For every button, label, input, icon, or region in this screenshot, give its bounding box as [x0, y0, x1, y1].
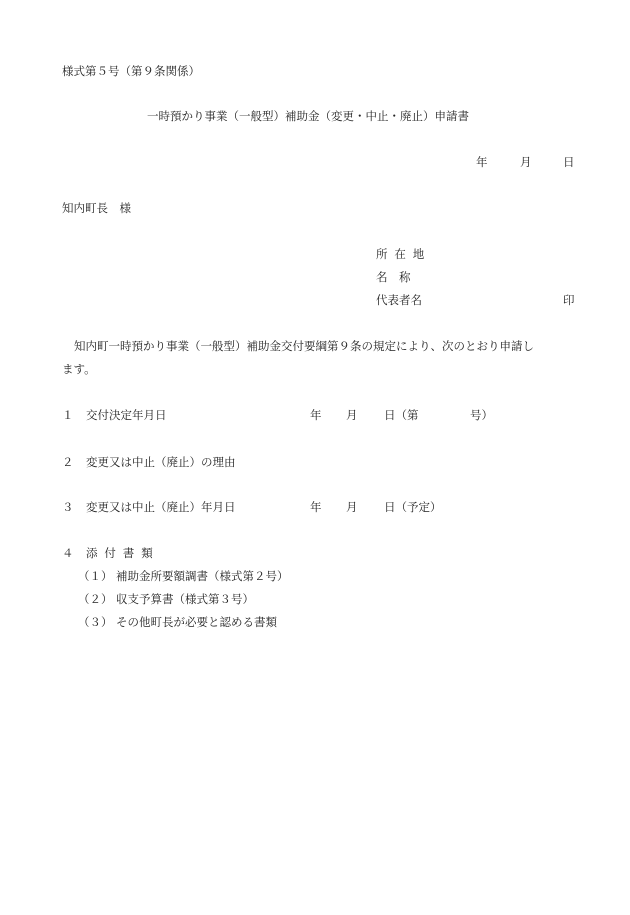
subitem-text: その他町長が必要と認める書類 — [116, 615, 277, 629]
subitem-text: 補助金所要額調書（様式第２号） — [116, 569, 289, 583]
addressee: 知内町長 様 — [62, 201, 131, 215]
item-month: 月 — [346, 500, 358, 514]
name-label: 名 称 — [376, 270, 411, 284]
item-month: 月 — [346, 408, 358, 422]
item-number: ２ — [62, 455, 74, 469]
item-number: ４ — [62, 546, 74, 560]
body-text-line-1: 知内町一時預かり事業（一般型）補助金交付要綱第９条の規定により、次のとおり申請し — [74, 339, 534, 353]
item-number: ３ — [62, 500, 74, 514]
item-year: 年 — [310, 500, 322, 514]
date-day: 日 — [563, 155, 575, 169]
form-label: 様式第５号（第９条関係） — [62, 64, 200, 78]
subitem-number: （２） — [78, 592, 113, 606]
item-day: 日（第 — [384, 408, 419, 422]
address-label: 所在地 — [376, 247, 432, 261]
document-title: 一時預かり事業（一般型）補助金（変更・中止・廃止）申請書 — [147, 109, 469, 123]
date-year: 年 — [476, 155, 488, 169]
item-label: 添付書類 — [86, 546, 160, 560]
item-label: 変更又は中止（廃止）年月日 — [86, 500, 236, 514]
item-day: 日（予定） — [384, 500, 442, 514]
representative-label: 代表者名 — [376, 293, 422, 307]
item-year: 年 — [310, 408, 322, 422]
subitem-number: （１） — [78, 569, 113, 583]
subitem-number: （３） — [78, 615, 113, 629]
item-number: １ — [62, 408, 74, 422]
item-label: 交付決定年月日 — [86, 408, 167, 422]
seal-mark: 印 — [563, 293, 575, 307]
item-label: 変更又は中止（廃止）の理由 — [86, 455, 236, 469]
item-suffix: 号） — [470, 408, 493, 422]
date-month: 月 — [520, 155, 532, 169]
body-text-line-2: ます。 — [62, 362, 96, 376]
subitem-text: 収支予算書（様式第３号） — [116, 592, 254, 606]
